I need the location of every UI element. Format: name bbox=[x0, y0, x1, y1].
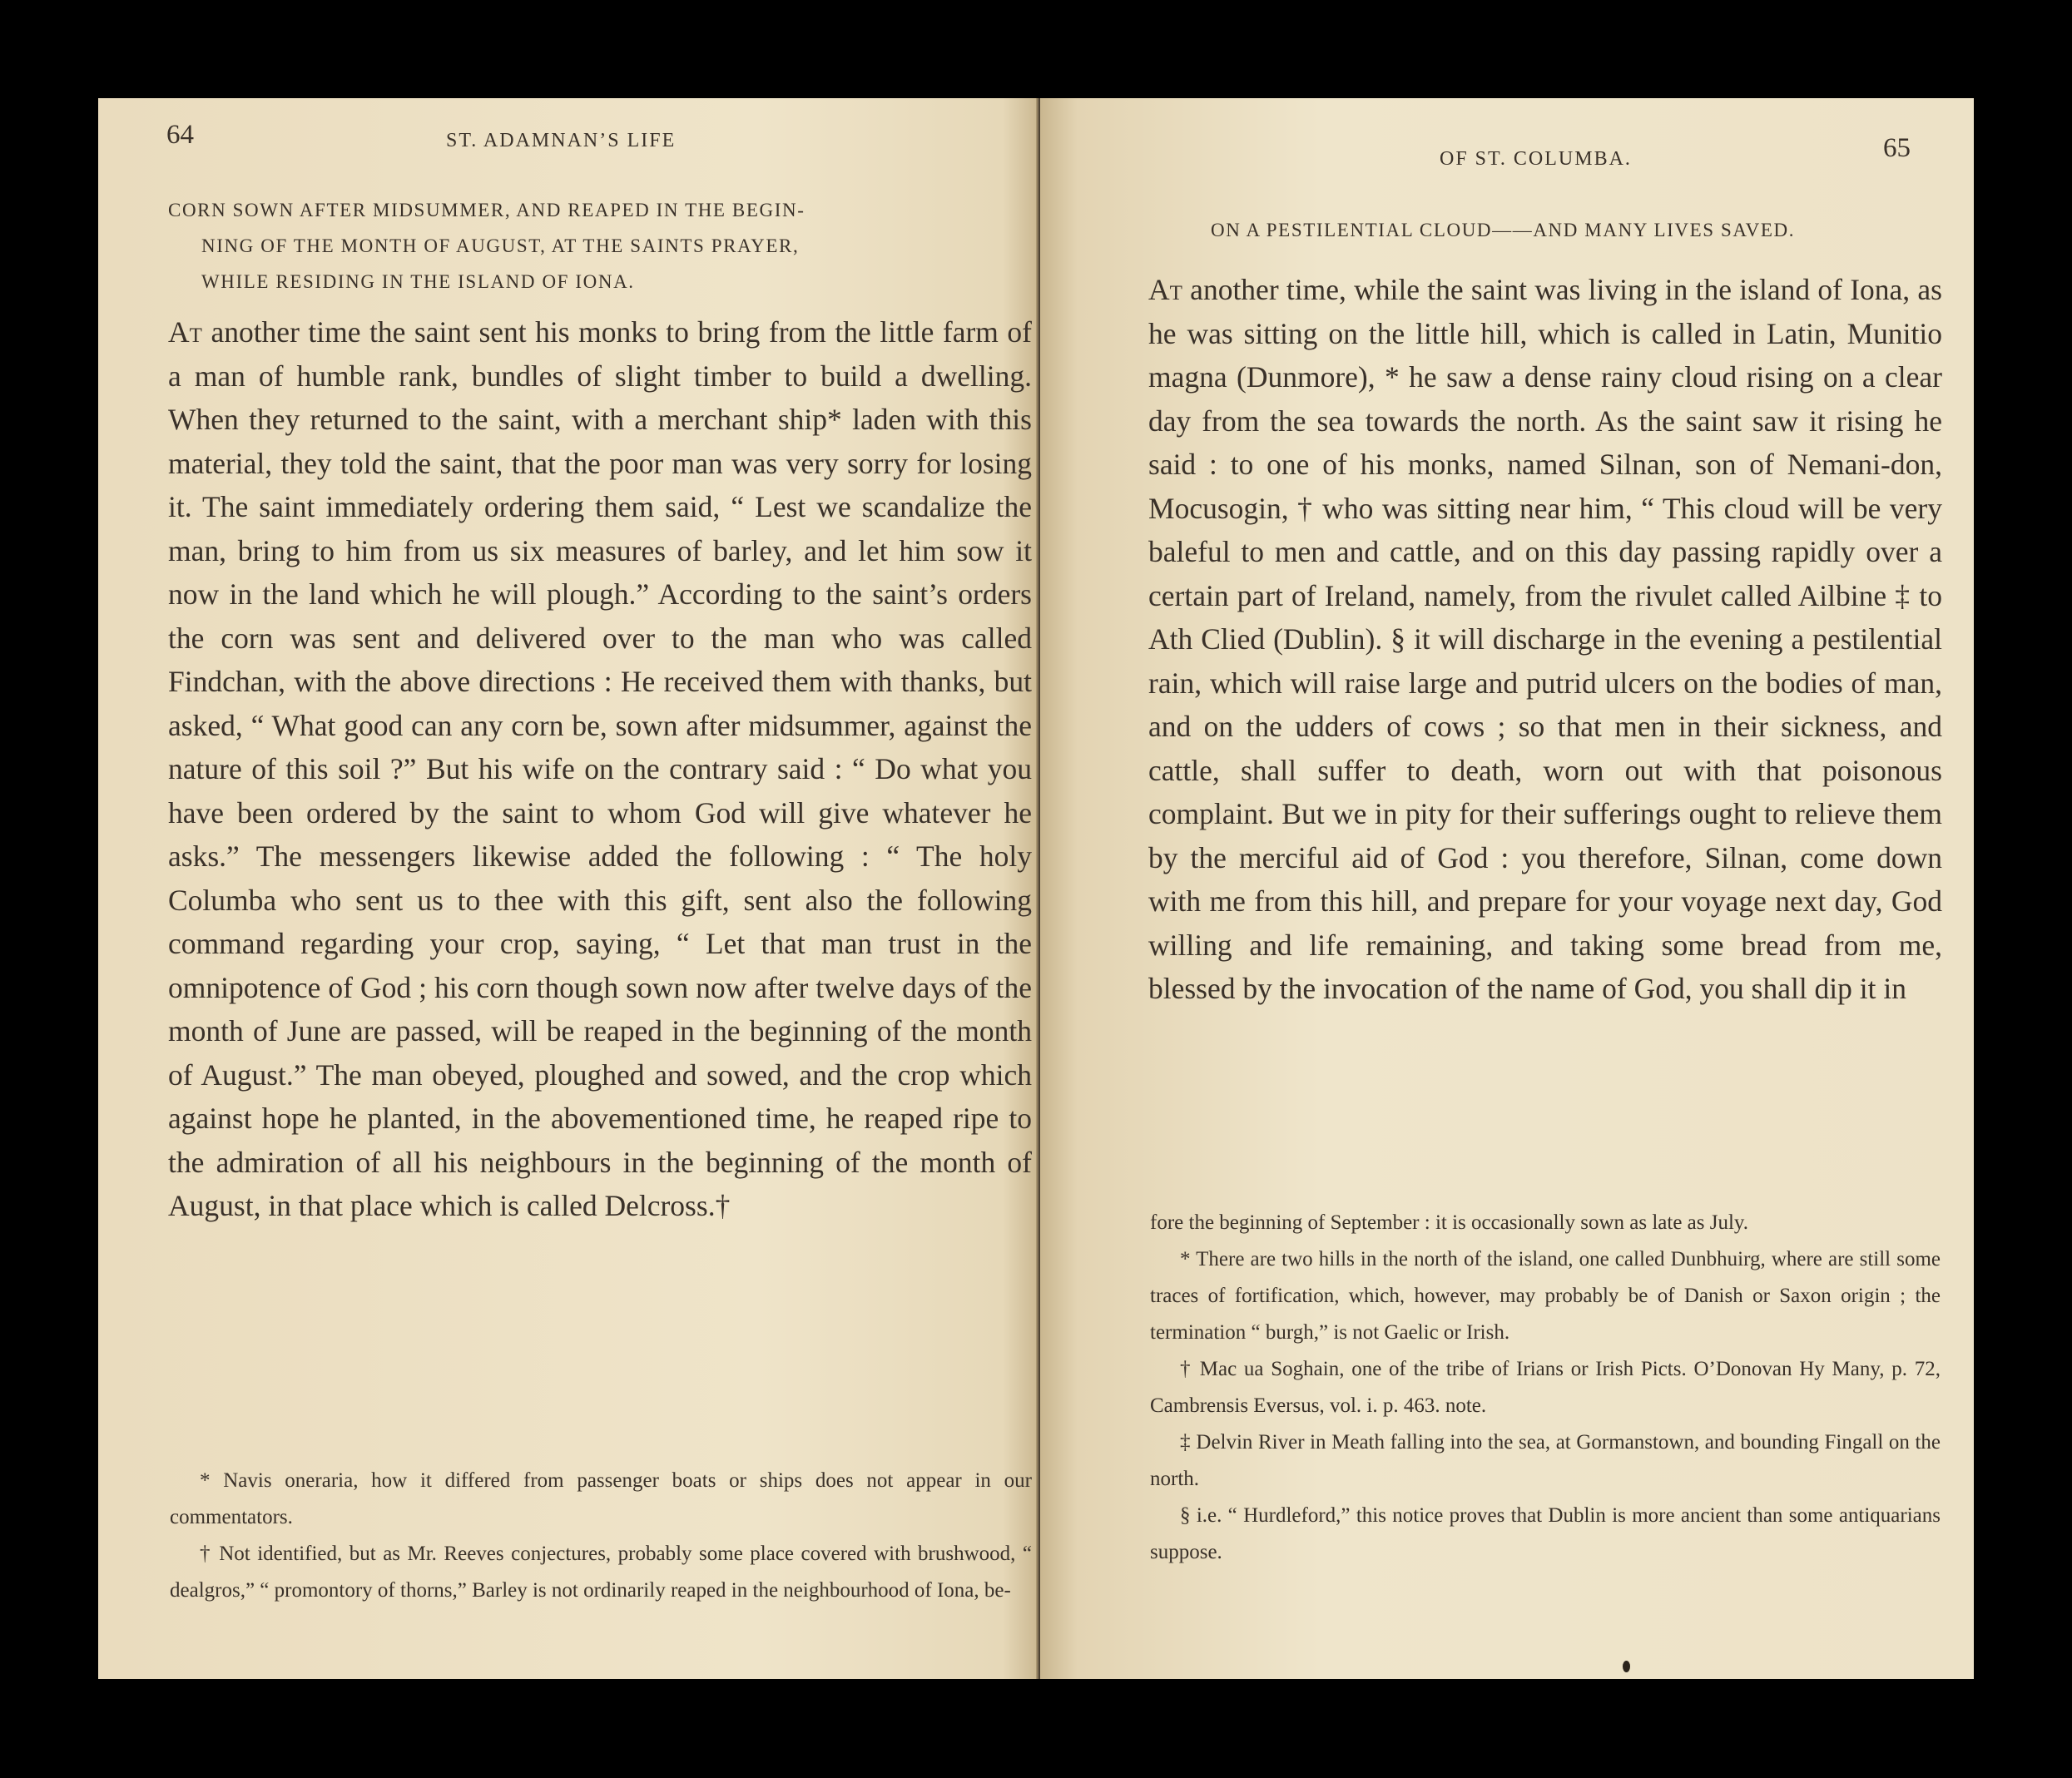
footnote: † Not identified, but as Mr. Reeves conjectures, probably some place covered with brushwood, “ dealgros,” “ promontory of thorns,” Barley is not ordinarily reaped in the neighbourhood of Iona, be- bbox=[170, 1543, 1032, 1602]
left-page bbox=[98, 98, 1040, 1679]
footnotes-right bbox=[1150, 1205, 1941, 1571]
running-head-right: OF ST. COLUMBA. bbox=[1440, 148, 1632, 170]
chapter-heading-line: NING OF THE MONTH OF AUGUST, AT THE SAINTS PRAYER, bbox=[201, 235, 800, 256]
footnote: § i.e. “ Hurdleford,” this notice proves that Dublin is more ancient than some antiquarians suppose. bbox=[1150, 1504, 1941, 1563]
page-number-left: 64 bbox=[166, 120, 194, 150]
opening-word: At bbox=[168, 315, 202, 349]
book-spread bbox=[98, 98, 1974, 1679]
body-paragraph: another time the saint sent his monks to bring from the little farm of a man of humble rank, bundles of slight timber to build a dwelling. When they returned to the saint, with a merchant ship* laden with this material, they told the saint, that the poor man was very sorry for losing it. The saint immediately ordering them said, “ Lest we scandalize the man, bring to him from us six measures of barley, and let him sow it now in the land which he will plough.” According to the saint’s orders the corn was sent and delivered over to the man who was called Findchan, with the above directions : He received them with thanks, but asked, “ What good can any corn be, sown after midsummer, against the nature of this soil ?” But his wife on the contrary said : “ Do what you have been ordered by the saint to whom God will give whatever he asks.” The messengers likewise added the following : “ The holy Columba who sent us to thee with this gift, sent also the following command regarding your crop, saying, “ Let that man trust in the omnipotence of God ; his corn though sown now after twelve days of the month of June are passed, will be reaped in the beginning of the month of August.” The man obeyed, ploughed and sowed, and the crop which against hope he planted, in the abovementioned time, he reaped ripe to the admiration of all his neighbours in the beginning of the month of August, in that place which is called Delcross.† bbox=[168, 315, 1032, 1222]
chapter-heading-line: WHILE RESIDING IN THE ISLAND OF IONA. bbox=[201, 271, 635, 292]
page-number-right: 65 bbox=[1883, 133, 1911, 163]
chapter-heading-left bbox=[168, 192, 1025, 300]
ink-speck bbox=[1623, 1661, 1630, 1672]
body-text-right bbox=[1148, 268, 1942, 1011]
running-head-left: ST. ADAMNAN’S LIFE bbox=[446, 130, 677, 151]
footnote-continuation: fore the beginning of September : it is occasionally sown as late as July. bbox=[1150, 1211, 1749, 1234]
right-page bbox=[1040, 98, 1974, 1679]
body-paragraph: another time, while the saint was living in the island of Iona, as he was sitting on the little hill, which is called in Latin, Munitio magna (Dunmore), * he saw a dense rainy cloud rising on a clear day from the sea towards the north. As the saint saw it rising he said : to one of his monks, named Silnan, son of Nemani-don, Mocusogin, † who was sitting near him, “ This cloud will be very baleful to men and cattle, and on this day passing rapidly over a certain part of Ireland, namely, from the rivulet called Ailbine ‡ to Ath Clied (Dublin). § it will discharge in the evening a pestilential rain, which will raise large and putrid ulcers on the bodies of man, and on the udders of cows ; so that men in their sickness, and cattle, shall suffer to death, worn out with that poisonous complaint. But we in pity for their sufferings ought to relieve them by the merciful aid of God : you therefore, Silnan, come down with me from this hill, and prepare for your voyage next day, God willing and life remaining, and taking some bread from me, blessed by the invocation of the name of God, you shall dip it in bbox=[1148, 273, 1942, 1005]
footnote: * There are two hills in the north of the island, one called Dunbhuirg, where are still some traces of fortification, which, however, may probably be of Danish or Saxon origin ; the termination “ burgh,” is not Gaelic or Irish. bbox=[1150, 1248, 1941, 1344]
chapter-heading-line: CORN SOWN AFTER MIDSUMMER, AND REAPED IN THE BEGIN- bbox=[168, 200, 806, 220]
footnote: ‡ Delvin River in Meath falling into the sea, at Gormanstown, and bounding Fingall on the north. bbox=[1150, 1431, 1941, 1490]
footnotes-left bbox=[170, 1463, 1032, 1609]
footnote: † Mac ua Soghain, one of the tribe of Irians or Irish Picts. O’Donovan Hy Many, p. 72, Cambrensis Eversus, vol. i. p. 463. note. bbox=[1150, 1358, 1941, 1417]
footnote: * Navis oneraria, how it differed from passenger boats or ships does not appear in our commentators. bbox=[170, 1469, 1032, 1528]
body-text-left bbox=[168, 310, 1032, 1228]
chapter-heading-right: ON A PESTILENTIAL CLOUD——AND MANY LIVES SAVED. bbox=[1211, 220, 1796, 240]
opening-word: At bbox=[1148, 273, 1182, 306]
